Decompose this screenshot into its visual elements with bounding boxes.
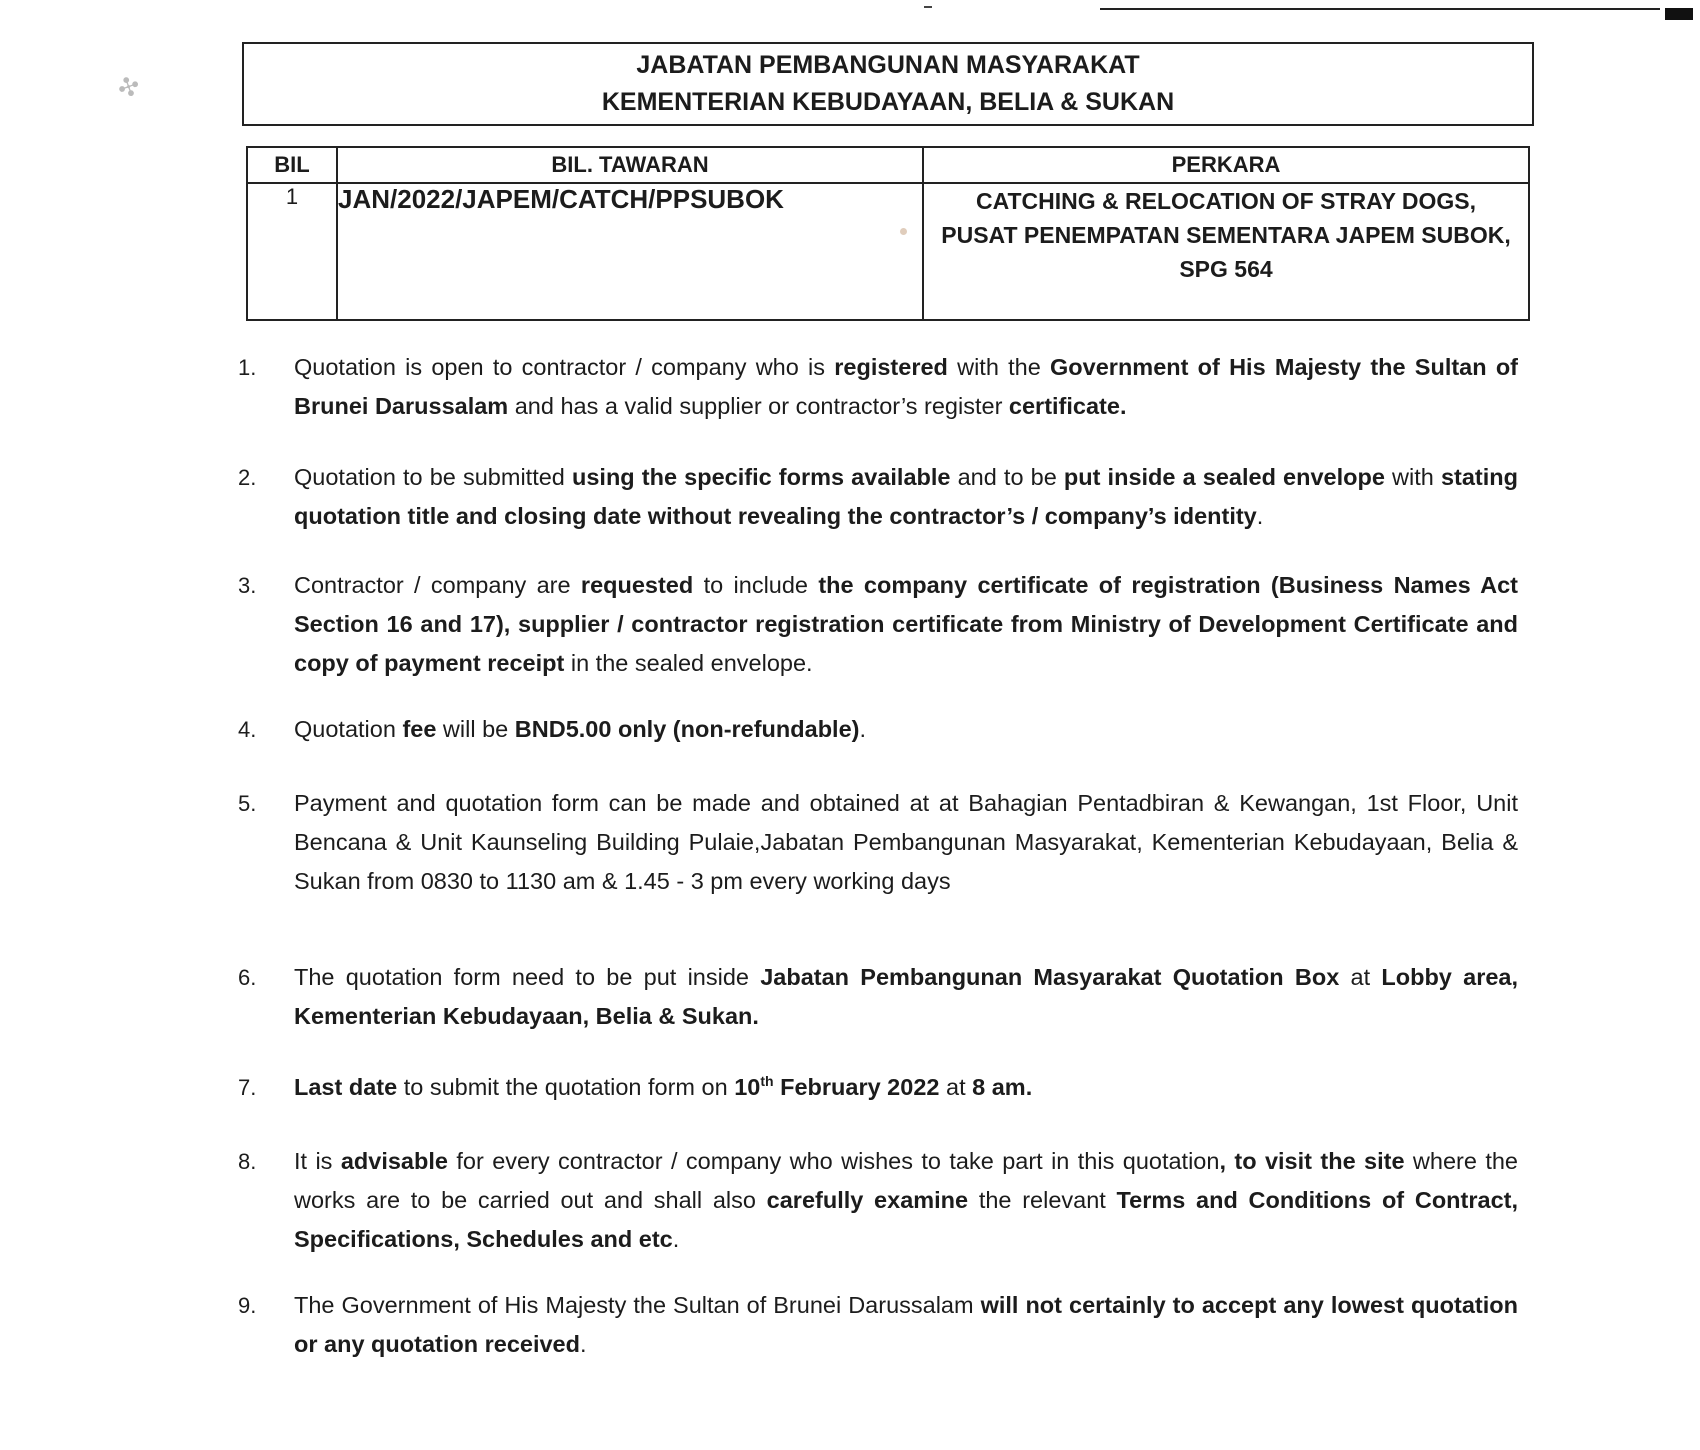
- text-run: .: [1256, 503, 1264, 529]
- condition-text: [294, 566, 1518, 683]
- offer-table: [246, 146, 1530, 321]
- bold-text: BND5.00 only (non-refundable): [514, 716, 860, 742]
- offer-table-header-row: [247, 147, 1529, 183]
- bold-text: will not certainly to accept any lowest quotation or any quotation received: [294, 1292, 1518, 1357]
- cell-perkara: [923, 183, 1529, 320]
- condition-number: 1.: [238, 355, 257, 380]
- text-run: It is: [294, 1148, 341, 1174]
- condition-text: [294, 458, 1518, 536]
- text-run: and to be: [950, 464, 1064, 490]
- text-run: where the works are to be carried out and shall also: [294, 1148, 1519, 1213]
- table-row: [247, 183, 1529, 320]
- condition-text: [294, 710, 1518, 749]
- condition-text: [294, 1286, 1518, 1364]
- text-run: Quotation: [294, 716, 403, 742]
- perkara-line: PUSAT PENEMPATAN SEMENTARA JAPEM SUBOK,: [941, 222, 1511, 248]
- condition-number: 5.: [238, 791, 257, 816]
- text-run: .: [859, 716, 866, 742]
- bold-text: February 2022: [773, 1074, 940, 1100]
- condition-text: [294, 1142, 1518, 1259]
- bold-text: the company certificate of registration (Business Names Act Section 16 and 17), supplier / contractor registration certificate from Ministry of Development Certificate and copy of payment receipt: [294, 572, 1518, 676]
- text-run: Payment and quotation form can be made and obtained at at Bahagian Pentadbiran & Kewangan, 1st Floor, Unit Bencana & Unit Kaunseling Building Pulaie,Jabatan Pembangunan Masyarakat, Kementerian Kebudayaan, Belia & Sukan from 0830 to 1130 am & 1.45 - 3 pm every working days: [294, 790, 1518, 894]
- cell-bil: 1: [247, 183, 337, 320]
- condition-text: [294, 958, 1518, 1036]
- scan-corner-mark: [1665, 8, 1693, 20]
- bold-text: put inside a sealed envelope: [1063, 464, 1385, 490]
- condition-text: [294, 348, 1518, 426]
- text-run: Quotation is open to contractor / company who is: [294, 354, 835, 380]
- bold-text: registered: [834, 354, 948, 380]
- bold-text: requested: [580, 572, 694, 598]
- bold-text: Government of His Majesty the Sultan of Brunei Darussalam: [294, 354, 1519, 419]
- condition-number: 6.: [238, 965, 257, 990]
- perkara-line: SPG 564: [1179, 256, 1273, 282]
- cell-tawaran: JAN/2022/JAPEM/CATCH/PPSUBOK: [337, 183, 923, 320]
- bold-text: stating quotation title and closing date without revealing the contractor’s / company’s identity: [294, 464, 1518, 529]
- scan-edge-line: [1100, 8, 1660, 10]
- perkara-line: CATCHING & RELOCATION OF STRAY DOGS,: [975, 188, 1477, 214]
- text-run: .: [579, 1331, 587, 1357]
- text-run: at: [939, 1074, 973, 1100]
- bold-text: th: [760, 1073, 774, 1090]
- header-tawaran: BIL. TAWARAN: [337, 147, 923, 183]
- condition-number: 8.: [238, 1149, 257, 1174]
- bold-text: Terms and Conditions of Contract, Specifications, Schedules and etc: [294, 1187, 1518, 1252]
- text-run: Quotation to be submitted: [294, 464, 572, 490]
- text-run: .: [672, 1226, 680, 1252]
- bold-text: , to visit the site: [1219, 1148, 1405, 1174]
- text-run: the relevant: [968, 1187, 1117, 1213]
- header-bil: BIL: [247, 147, 337, 183]
- text-run: to submit the quotation form on: [397, 1074, 735, 1100]
- condition-number: 4.: [238, 717, 257, 742]
- condition-number: 9.: [238, 1293, 257, 1318]
- text-run: will be: [436, 716, 515, 742]
- department-name: JABATAN PEMBANGUNAN MASYARAKAT: [636, 51, 1140, 79]
- bold-text: advisable: [340, 1148, 448, 1174]
- scan-artifact-icon: ✣: [113, 69, 145, 105]
- text-run: The quotation form need to be put inside: [294, 964, 761, 990]
- bold-text: using the specific forms available: [572, 464, 951, 490]
- condition-number: 7.: [238, 1075, 257, 1100]
- bold-text: 10: [734, 1074, 761, 1100]
- text-run: at: [1339, 964, 1382, 990]
- condition-number: 2.: [238, 465, 257, 490]
- ministry-name: KEMENTERIAN KEBUDAYAAN, BELIA & SUKAN: [601, 88, 1175, 116]
- bold-text: carefully examine: [766, 1187, 969, 1213]
- bold-text: Last date: [294, 1074, 398, 1100]
- condition-text: [294, 784, 1518, 901]
- text-run: in the sealed envelope.: [564, 650, 813, 676]
- header-perkara: PERKARA: [923, 147, 1529, 183]
- text-run: to include: [693, 572, 819, 598]
- bold-text: 8 am.: [972, 1074, 1033, 1100]
- text-run: with: [1384, 464, 1441, 490]
- bold-text: fee: [402, 716, 437, 742]
- text-run: The Government of His Majesty the Sultan of Brunei Darussalam: [294, 1292, 981, 1318]
- condition-text: [294, 1068, 1518, 1107]
- department-header: [242, 42, 1534, 126]
- text-run: with the: [947, 354, 1051, 380]
- condition-number: 3.: [238, 573, 257, 598]
- scan-tick-mark: [924, 6, 932, 8]
- bold-text: Lobby area, Kementerian Kebudayaan, Belia & Sukan.: [294, 964, 1519, 1029]
- text-run: for every contractor / company who wishes to take part in this quotation: [447, 1148, 1220, 1174]
- bold-text: Jabatan Pembangunan Masyarakat Quotation Box: [760, 964, 1340, 990]
- bold-text: certificate.: [1008, 393, 1127, 419]
- text-run: Contractor / company are: [294, 572, 581, 598]
- text-run: and has a valid supplier or contractor’s register: [508, 393, 1009, 419]
